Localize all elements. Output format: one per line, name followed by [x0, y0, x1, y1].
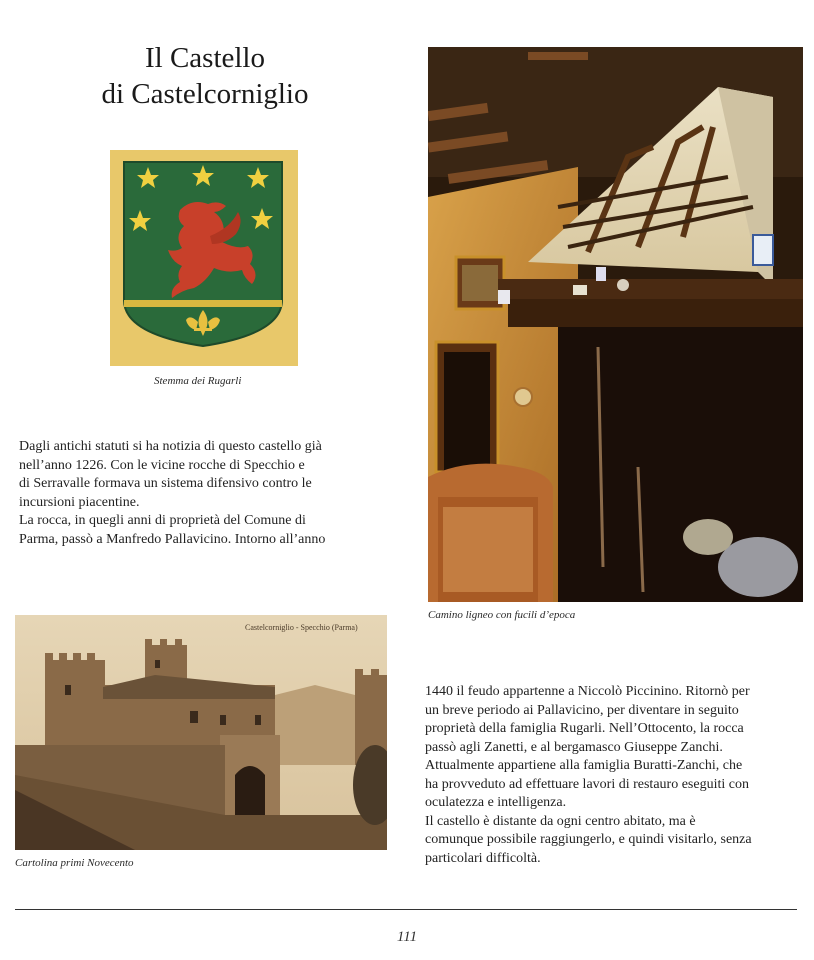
- text-line: Parma, passò a Manfredo Pallavicino. Intorno all’anno: [19, 531, 326, 547]
- body-text-left: [19, 438, 374, 549]
- postcard-caption: Cartolina primi Novecento: [15, 857, 134, 869]
- text-line: proprietà della famiglia Rugarli. Nell’Ottocento, la rocca: [425, 721, 744, 736]
- page-number: 111: [396, 929, 418, 945]
- text-line: Il castello è distante da ogni centro abitato, ma è: [425, 813, 696, 829]
- body-text-right: [425, 683, 805, 868]
- fireplace-caption: Camino ligneo con fucili d’epoca: [428, 609, 576, 621]
- text-line: particolari difficoltà.: [425, 850, 541, 866]
- text-line: oculatezza e intelligenza.: [425, 795, 567, 810]
- text-line: La rocca, in quegli anni di proprietà del Comune di: [19, 513, 306, 528]
- title-line-2: di Castelcorniglio: [101, 78, 309, 110]
- text-line: 1440 il feudo appartenne a Niccolò Piccinino. Ritornò per: [425, 684, 750, 699]
- text-line: incursioni piacentine.: [19, 494, 140, 510]
- text-line: ha provveduto ad effettuare lavori di restauro eseguiti con: [425, 776, 749, 792]
- coat-of-arms-icon: [110, 150, 298, 366]
- text-line: Dagli antichi statuti si ha notizia di questo castello già: [19, 439, 322, 454]
- fireplace-photo-image: [428, 47, 803, 602]
- fireplace-photo: [428, 47, 803, 602]
- text-line: passò agli Zanetti, e al bergamasco Giuseppe Zanchi.: [425, 739, 723, 755]
- text-line: nell’anno 1226. Con le vicine rocche di Specchio e: [19, 457, 305, 473]
- postcard-image: [15, 615, 387, 850]
- text-line: di Serravalle formava un sistema difensivo contro le: [19, 476, 312, 491]
- page-title: [60, 40, 350, 112]
- text-line: Attualmente appartiene alla famiglia Buratti-Zanchi, che: [425, 758, 743, 773]
- text-line: un breve periodo ai Pallavicino, per diventare in seguito: [425, 702, 739, 718]
- title-line-1: Il Castello: [144, 42, 265, 74]
- crest-caption: Stemma dei Rugarli: [154, 375, 242, 387]
- coat-of-arms-image: [110, 150, 298, 366]
- postcard-label: Castelcorniglio - Specchio (Parma): [245, 623, 358, 632]
- postcard-photo: [15, 615, 387, 850]
- footer-divider: [15, 909, 797, 910]
- text-line: comunque possibile raggiungerlo, e quindi visitarlo, senza: [425, 832, 752, 847]
